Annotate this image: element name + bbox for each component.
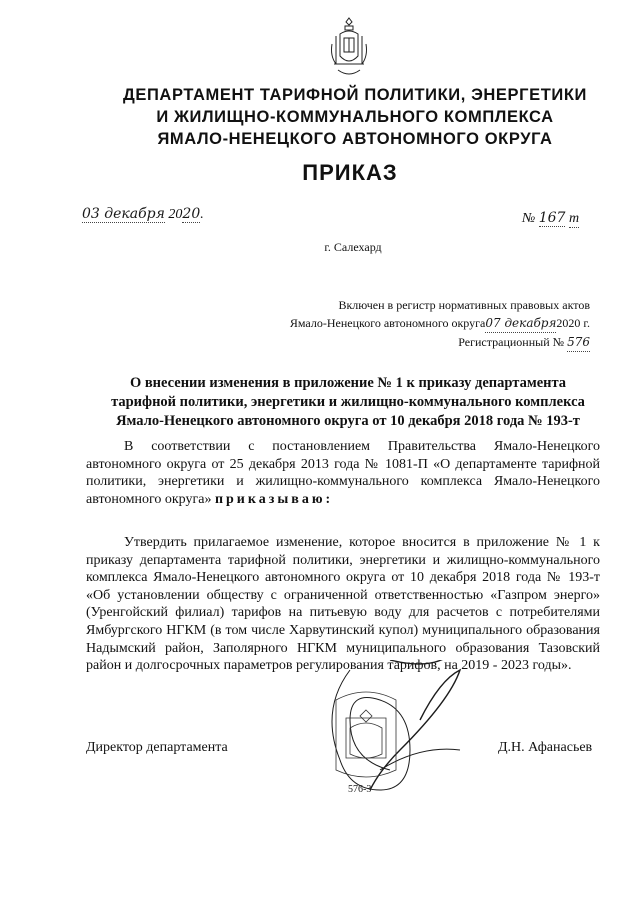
order-number-value: 167 bbox=[538, 210, 566, 226]
signatory-position: Директор департамента bbox=[86, 740, 228, 755]
department-line-2: И ЖИЛИЩНО-КОММУНАЛЬНОГО КОМПЛЕКСА bbox=[156, 108, 554, 126]
coat-of-arms-icon bbox=[328, 14, 370, 80]
resolution-text: Утвердить прилагаемое изменение, которое вносится в приложение № 1 к приказу департамента тарифной политики, энергетики и жилищно-коммунального комплекса Ямало-Ненецкого автономного округа от 10 декабря 2018 года № 193-т «Об установлении обществу с ограниченной ответственностью «Газпром энерго» (Уренгойский филиал) тарифов на питьевую воду для расчетов с потребителями Ямбургского НГКМ (в том числе Харвутинский купол) муниципального образования Надымский район, Заполярного НГКМ муниципального образования Тазовский район и долгосрочных параметров регулирования тарифов, на 2019 - 2023 годы». bbox=[86, 535, 600, 674]
order-subject bbox=[100, 374, 596, 431]
order-number-prefix: № bbox=[522, 211, 536, 226]
order-action-word: приказываю: bbox=[214, 491, 334, 507]
stamp-code: 576-3 bbox=[348, 784, 372, 795]
subject-line-2: тарифной политики, энергетики и жилищно-коммунального комплекса bbox=[111, 394, 585, 410]
subject-line-3: Ямало-Ненецкого автономного округа от 10 декабря 2018 года № 193-т bbox=[116, 413, 580, 429]
preamble-paragraph bbox=[86, 438, 600, 508]
signatory-name: Д.Н. Афанасьев bbox=[498, 740, 593, 755]
official-seal-and-signature bbox=[270, 660, 480, 810]
registry-line-3 bbox=[200, 333, 590, 352]
registry-year: 2020 г. bbox=[556, 316, 590, 330]
document-title: ПРИКАЗ bbox=[302, 160, 398, 185]
department-line-3: ЯМАЛО-НЕНЕЦКОГО АВТОНОМНОГО ОКРУГА bbox=[157, 130, 553, 148]
registry-number-handwritten: 576 bbox=[567, 333, 590, 352]
registry-line-2 bbox=[200, 314, 590, 333]
order-date-year-prefix: 20 bbox=[168, 207, 183, 222]
order-city: г. Салехард bbox=[324, 240, 382, 254]
registry-region: Ямало-Ненецкого автономного округа bbox=[289, 316, 486, 330]
order-number-suffix: т bbox=[568, 211, 580, 226]
registry-stamp bbox=[200, 296, 590, 352]
subject-line-1: О внесении изменения в приложение № 1 к приказу департамента bbox=[129, 375, 567, 391]
order-date: 03 декабря 2020. bbox=[82, 206, 204, 222]
preamble-text: В соответствии с постановлением Правительства Ямало-Ненецкого автономного округа от 25 декабря 2013 года № 1081-П «О департаменте тарифной политики, энергетики и жилищно-коммунального комплекса Ямало-Ненецкого автономного округа» bbox=[86, 439, 600, 507]
registry-number-label: Регистрационный № bbox=[458, 335, 565, 349]
department-line-1: ДЕПАРТАМЕНТ ТАРИФНОЙ ПОЛИТИКИ, ЭНЕРГЕТИКИ bbox=[123, 86, 587, 104]
order-date-day-month: 03 декабря bbox=[82, 206, 165, 222]
registry-date-handwritten: 07 декабря bbox=[485, 314, 556, 333]
order-number bbox=[522, 210, 579, 228]
resolution-paragraph bbox=[86, 534, 600, 675]
registry-line-1: Включен в регистр нормативных правовых актов bbox=[338, 298, 590, 312]
department-name bbox=[60, 84, 640, 150]
order-date-year-suffix: 20 bbox=[182, 206, 201, 222]
